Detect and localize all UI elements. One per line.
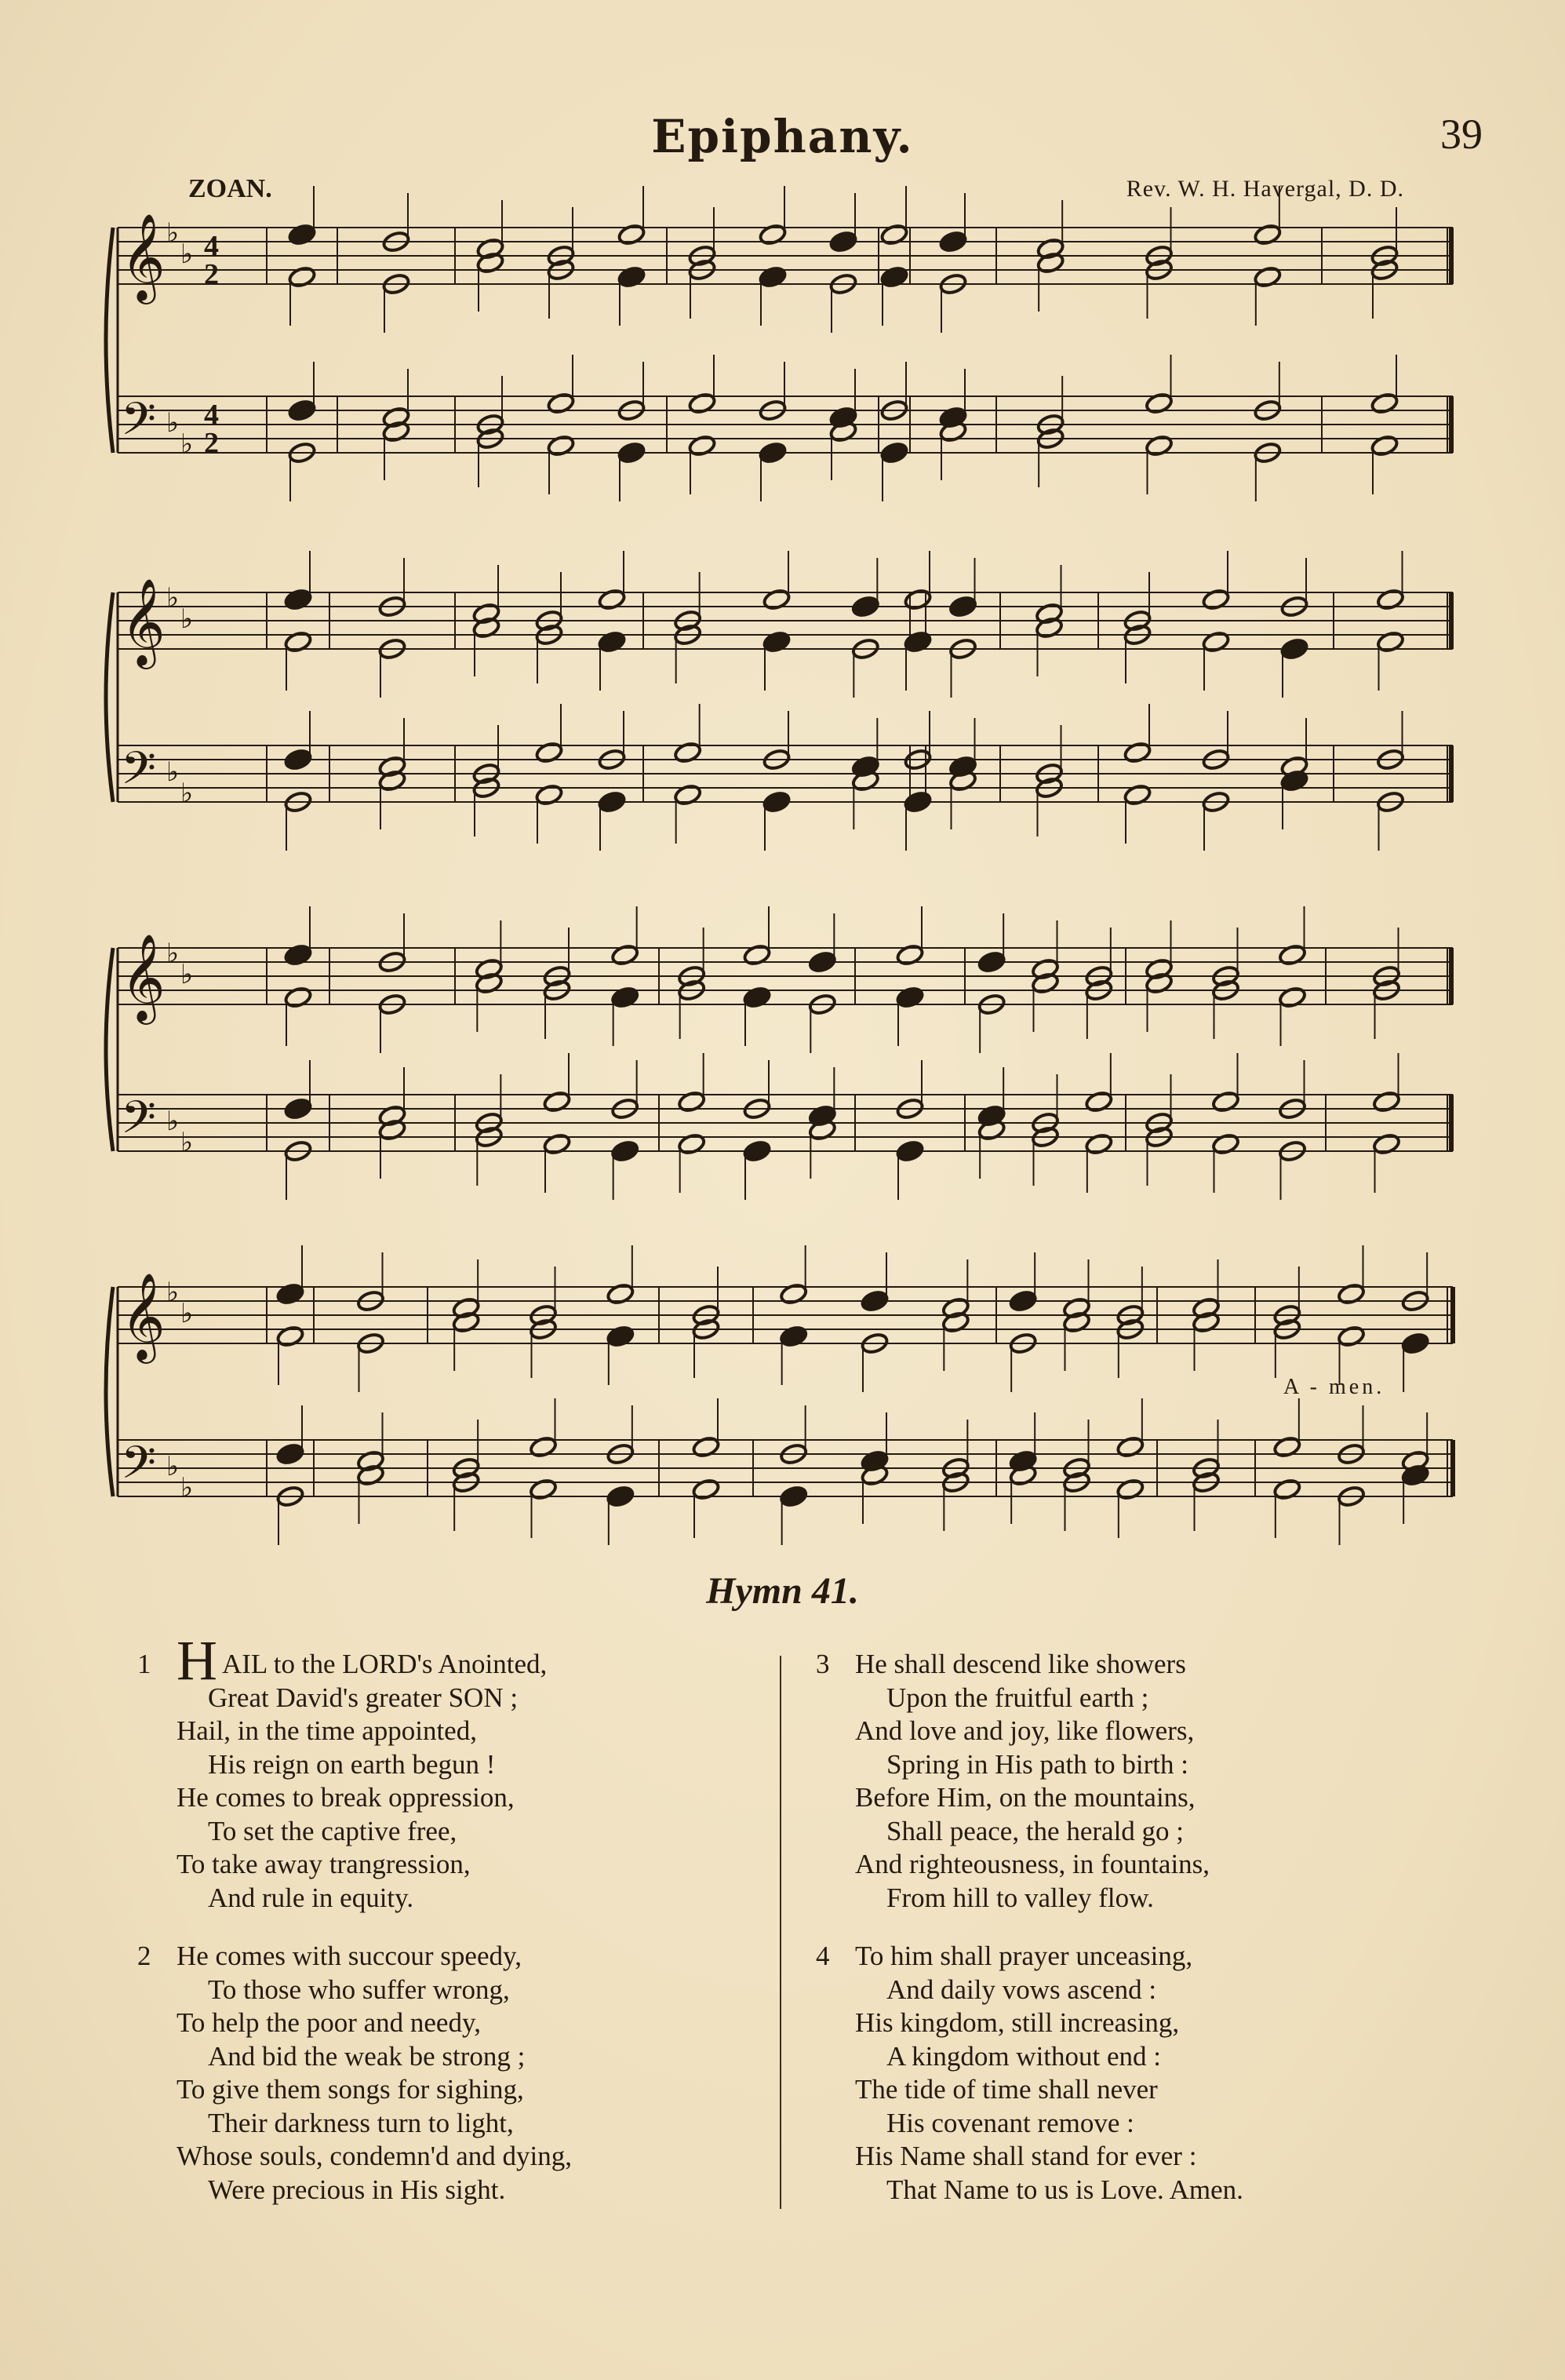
note-head — [529, 1435, 558, 1459]
stanza-number: 1 — [137, 1649, 151, 1679]
time-signature-top: 4 — [204, 399, 219, 432]
note-head — [673, 741, 702, 764]
verse-line: To take away trangression, — [177, 1849, 471, 1879]
verse-line: And bid the weak be strong ; — [208, 2040, 526, 2072]
note-head — [896, 986, 925, 1009]
note-head — [547, 434, 576, 457]
note-head — [1272, 1478, 1301, 1501]
note-head — [759, 441, 788, 465]
verse-line: Upon the fruitful earth ; — [886, 1682, 1149, 1713]
verse-line: AIL to the LORD's Anointed, — [222, 1649, 548, 1679]
note-head — [743, 986, 772, 1009]
note-head — [851, 595, 880, 618]
note-head — [896, 943, 925, 967]
note-head — [1116, 1435, 1145, 1459]
note-head — [284, 1097, 313, 1121]
note-head — [829, 230, 858, 253]
verse-line: Before Him, on the mountains, — [855, 1782, 1196, 1813]
verse-line: And daily vows ascend : — [886, 1974, 1157, 2005]
system-brace — [106, 228, 113, 453]
flat-icon: ♭ — [166, 407, 180, 439]
verse-line: He shall descend like showers — [855, 1649, 1186, 1679]
note-head — [617, 265, 646, 289]
note-head — [977, 950, 1006, 974]
note-head — [1202, 630, 1231, 654]
note-head — [939, 230, 968, 253]
flat-icon: ♭ — [180, 239, 194, 270]
note-head — [1272, 1435, 1301, 1459]
flat-icon: ♭ — [180, 959, 194, 990]
note-head — [276, 1442, 305, 1466]
note-head — [1376, 588, 1405, 611]
verse-line: Hail, in the time appointed, — [177, 1715, 477, 1746]
flat-icon: ♭ — [166, 1451, 180, 1482]
bass-clef-icon: 𝄢 — [121, 742, 157, 806]
note-head — [808, 950, 837, 974]
note-head — [543, 1132, 572, 1156]
note-head — [692, 1435, 721, 1459]
verse-line: That Name to us is Love. Amen. — [886, 2174, 1243, 2205]
verse-line: His Name shall stand for ever : — [855, 2141, 1197, 2171]
verses-right-column — [816, 1648, 1467, 2232]
running-title: Epiphany. — [651, 110, 914, 163]
note-head — [1376, 630, 1405, 654]
note-head — [1401, 1332, 1430, 1355]
note-head — [610, 943, 639, 967]
flat-icon: ♭ — [180, 603, 194, 635]
verses-left-column — [137, 1629, 749, 2232]
note-head — [1278, 986, 1307, 1009]
note-head — [880, 265, 909, 289]
verse-line: Were precious in His sight. — [208, 2174, 506, 2205]
note-head — [1116, 1478, 1145, 1501]
note-head — [1084, 1090, 1113, 1113]
note-head — [948, 595, 977, 618]
note-head — [1337, 1325, 1366, 1348]
flat-icon: ♭ — [166, 938, 180, 969]
verse-line: And love and joy, like flowers, — [855, 1715, 1195, 1746]
verse-line: And righteousness, in fountains, — [855, 1849, 1210, 1879]
note-head — [1280, 637, 1309, 661]
flat-icon: ♭ — [166, 1106, 180, 1137]
note-head — [1278, 943, 1307, 967]
note-head — [1253, 265, 1282, 289]
note-head — [276, 1325, 305, 1348]
note-head — [1370, 434, 1399, 457]
note-head — [543, 1090, 572, 1113]
hymn-title: Hymn 41. — [706, 1570, 859, 1612]
note-head — [276, 1282, 305, 1306]
verse-line: To him shall prayer unceasing, — [855, 1941, 1193, 1971]
flat-icon: ♭ — [180, 1127, 194, 1158]
note-head — [762, 790, 792, 814]
verse-line: His reign on earth begun ! — [208, 1748, 496, 1780]
bass-clef-icon: 𝄢 — [121, 1436, 157, 1500]
note-head — [288, 265, 317, 289]
note-head — [861, 1289, 890, 1313]
flat-icon: ♭ — [166, 1277, 180, 1308]
note-head — [759, 265, 788, 289]
note-head — [880, 441, 909, 465]
note-head — [547, 392, 576, 415]
column-divider — [780, 1656, 781, 2209]
note-head — [896, 1139, 925, 1163]
note-head — [529, 1478, 558, 1501]
verse-line: Their darkness turn to light, — [208, 2107, 514, 2138]
stanza-1 — [137, 1629, 749, 1915]
note-head — [284, 588, 313, 611]
note-head — [1202, 588, 1231, 611]
treble-clef-icon: 𝄞 — [121, 1272, 166, 1360]
note-head — [1084, 1132, 1113, 1156]
note-head — [692, 1478, 721, 1501]
note-head — [677, 1132, 706, 1156]
note-head — [688, 392, 717, 415]
bass-clef-icon: 𝄢 — [121, 1091, 157, 1155]
note-head — [779, 1325, 808, 1348]
note-head — [1123, 741, 1152, 764]
note-head — [284, 630, 313, 654]
verse-line: To those who suffer wrong, — [208, 1974, 510, 2005]
note-head — [598, 790, 627, 814]
flat-icon: ♭ — [180, 1472, 194, 1503]
treble-clef-icon: 𝄞 — [121, 933, 166, 1021]
system-brace — [106, 948, 113, 1151]
note-head — [288, 223, 317, 246]
note-head — [606, 1282, 635, 1306]
verse-line: To set the captive free, — [208, 1815, 457, 1846]
note-head — [610, 1139, 639, 1163]
stanza-4 — [816, 1940, 1467, 2207]
note-head — [1337, 1282, 1366, 1306]
note-head — [1370, 392, 1399, 415]
note-head — [1372, 1132, 1401, 1156]
note-head — [1009, 1289, 1038, 1313]
note-head — [677, 1090, 706, 1113]
amen-lyric: A - men. — [1283, 1375, 1385, 1399]
flat-icon: ♭ — [180, 778, 194, 809]
flat-icon: ♭ — [166, 217, 180, 249]
note-head — [673, 783, 702, 807]
note-head — [606, 1485, 635, 1508]
verse-line: Spring in His path to birth : — [886, 1748, 1188, 1780]
note-head — [617, 441, 646, 465]
note-head — [284, 943, 313, 967]
verse-line: Whose souls, condemn'd and dying, — [177, 2141, 573, 2171]
note-head — [880, 223, 909, 246]
flat-icon: ♭ — [180, 1298, 194, 1329]
verse-line: From hill to valley flow. — [886, 1882, 1154, 1913]
note-head — [1372, 1090, 1401, 1113]
tune-name: ZOAN. — [188, 174, 272, 203]
note-head — [284, 748, 313, 771]
verse-line: His kingdom, still increasing, — [855, 2007, 1180, 2038]
treble-clef-icon: 𝄞 — [121, 213, 166, 301]
treble-clef-icon: 𝄞 — [121, 578, 166, 665]
note-head — [1211, 1132, 1240, 1156]
note-head — [904, 588, 933, 611]
bass-clef-icon: 𝄢 — [121, 392, 157, 457]
verse-line: A kingdom without end : — [886, 2040, 1161, 2072]
verse-line: He comes to break oppression, — [177, 1782, 515, 1813]
note-head — [1145, 434, 1174, 457]
drop-cap: H — [177, 1629, 217, 1692]
note-head — [598, 588, 627, 611]
note-head — [759, 223, 788, 246]
composer-credit: Rev. W. H. Havergal, D. D. — [1126, 176, 1404, 202]
stanza-number: 2 — [137, 1941, 151, 1971]
note-head — [284, 986, 313, 1009]
note-head — [598, 630, 627, 654]
verse-line: And rule in equity. — [208, 1882, 414, 1913]
note-head — [606, 1325, 635, 1348]
note-head — [904, 790, 933, 814]
time-signature-top: 4 — [204, 230, 219, 263]
flat-icon: ♭ — [180, 428, 194, 460]
note-head — [1123, 783, 1152, 807]
note-head — [762, 630, 792, 654]
note-head — [779, 1282, 808, 1306]
note-head — [762, 588, 792, 611]
note-head — [535, 741, 564, 764]
verse-line: To give them songs for sighing, — [177, 2074, 524, 2105]
stanza-2 — [137, 1940, 749, 2207]
verse-line: Great David's greater SON ; — [208, 1682, 519, 1713]
verse-line: He comes with succour speedy, — [177, 1941, 522, 1971]
note-head — [904, 630, 933, 654]
note-head — [1253, 223, 1282, 246]
note-head — [1211, 1090, 1240, 1113]
note-head — [535, 783, 564, 807]
verse-line: The tide of time shall never — [855, 2074, 1158, 2105]
system-brace — [106, 1287, 113, 1496]
flat-icon: ♭ — [166, 756, 180, 788]
note-head — [288, 399, 317, 422]
note-head — [617, 223, 646, 246]
page-number: 39 — [1440, 111, 1483, 158]
note-head — [1145, 392, 1174, 415]
note-head — [688, 434, 717, 457]
verse-line: Shall peace, the herald go ; — [886, 1815, 1185, 1846]
note-head — [779, 1485, 808, 1508]
time-signature-bottom: 2 — [204, 427, 219, 460]
note-head — [743, 1139, 772, 1163]
time-signature-bottom: 2 — [204, 258, 219, 291]
stanza-number: 3 — [816, 1649, 830, 1679]
system-brace — [106, 592, 113, 802]
verse-line: His covenant remove : — [886, 2107, 1134, 2138]
stanza-number: 4 — [816, 1941, 830, 1971]
flat-icon: ♭ — [166, 582, 180, 614]
stanza-3 — [816, 1648, 1467, 1915]
verse-line: To help the poor and needy, — [177, 2007, 481, 2038]
note-head — [610, 986, 639, 1009]
note-head — [743, 943, 772, 967]
